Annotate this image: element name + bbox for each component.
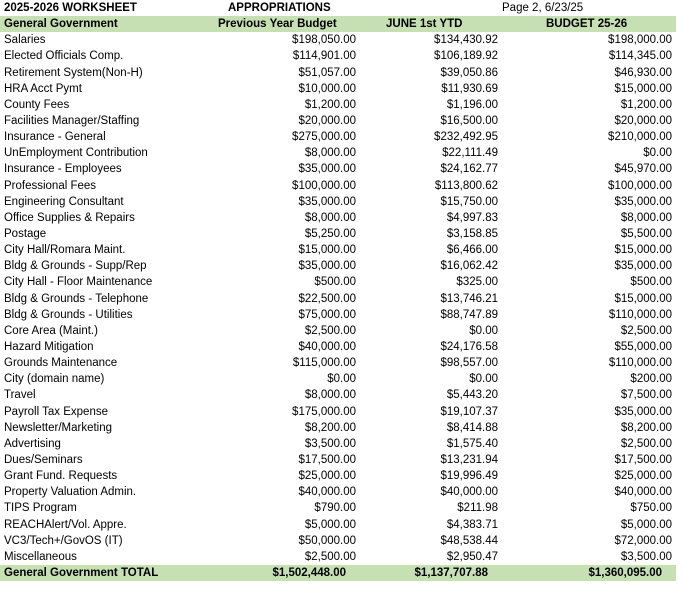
row-budget: $2,500.00 xyxy=(620,324,672,337)
total-prev: $1,502,448.00 xyxy=(272,566,346,579)
table-row xyxy=(0,452,686,468)
row-ytd: $113,800.62 xyxy=(434,179,498,192)
row-ytd: $0.00 xyxy=(469,324,498,337)
row-prev: $500.00 xyxy=(314,276,356,289)
row-budget: $35,000.00 xyxy=(614,260,672,273)
row-prev: $10,000.00 xyxy=(298,82,356,95)
row-label: VC3/Tech+/GovOS (IT) xyxy=(4,534,123,547)
row-prev: $35,000.00 xyxy=(298,163,356,176)
table-row xyxy=(0,500,686,516)
row-ytd: $98,557.00 xyxy=(440,357,498,370)
table-row xyxy=(0,97,686,113)
row-budget: $8,200.00 xyxy=(620,421,672,434)
row-prev: $20,000.00 xyxy=(298,114,356,127)
row-ytd: $232,492.95 xyxy=(434,131,498,144)
row-label: Bldg & Grounds - Telephone xyxy=(4,292,149,305)
row-label: Bldg & Grounds - Utilities xyxy=(4,308,133,321)
row-ytd: $106,189.92 xyxy=(434,50,498,63)
column-header-prev: Previous Year Budget xyxy=(218,18,337,31)
row-label: Bldg & Grounds - Supp/Rep xyxy=(4,260,147,273)
row-label: Engineering Consultant xyxy=(4,195,124,208)
row-prev: $5,000.00 xyxy=(304,518,356,531)
table-row xyxy=(0,387,686,403)
row-prev: $40,000.00 xyxy=(298,340,356,353)
row-prev: $35,000.00 xyxy=(298,260,356,273)
row-prev: $2,500.00 xyxy=(304,324,356,337)
row-prev: $35,000.00 xyxy=(298,195,356,208)
row-budget: $35,000.00 xyxy=(614,195,672,208)
row-label: Insurance - General xyxy=(4,131,106,144)
row-ytd: $4,383.71 xyxy=(446,518,498,531)
row-ytd: $1,196.00 xyxy=(446,98,498,111)
row-ytd: $13,746.21 xyxy=(440,292,498,305)
row-budget: $110,000.00 xyxy=(608,357,672,370)
table-row xyxy=(0,161,686,177)
row-label: Salaries xyxy=(4,34,46,47)
row-prev: $25,000.00 xyxy=(298,470,356,483)
table-row xyxy=(0,355,686,371)
row-label: Professional Fees xyxy=(4,179,97,192)
row-label: Facilities Manager/Staffing xyxy=(4,114,140,127)
row-ytd: $11,930.69 xyxy=(441,82,498,95)
column-header-ytd: JUNE 1st YTD xyxy=(386,18,463,31)
row-label: UnEmployment Contribution xyxy=(4,147,148,160)
row-budget: $500.00 xyxy=(630,276,672,289)
row-budget: $15,000.00 xyxy=(614,244,672,257)
row-ytd: $48,538.44 xyxy=(440,534,498,547)
row-ytd: $16,062.42 xyxy=(440,260,498,273)
row-ytd: $24,176.58 xyxy=(440,340,498,353)
row-label: Miscellaneous xyxy=(4,550,77,563)
total-row xyxy=(0,565,676,581)
row-budget: $8,000.00 xyxy=(620,211,672,224)
row-prev: $2,500.00 xyxy=(304,550,356,563)
row-ytd: $8,414.88 xyxy=(446,421,498,434)
row-label: Property Valuation Admin. xyxy=(4,486,137,499)
table-row xyxy=(0,291,686,307)
row-budget: $100,000.00 xyxy=(608,179,672,192)
row-budget: $15,000.00 xyxy=(614,292,672,305)
row-prev: $198,050.00 xyxy=(292,34,356,47)
row-budget: $7,500.00 xyxy=(620,389,672,402)
row-budget: $210,000.00 xyxy=(608,131,672,144)
row-label: Insurance - Employees xyxy=(4,163,122,176)
table-row xyxy=(0,517,686,533)
row-prev: $5,250.00 xyxy=(304,227,356,240)
table-row xyxy=(0,145,686,161)
row-prev: $1,200.00 xyxy=(304,98,356,111)
row-label: City Hall - Floor Maintenance xyxy=(4,276,153,289)
row-budget: $40,000.00 xyxy=(614,486,672,499)
table-row xyxy=(0,436,686,452)
row-prev: $100,000.00 xyxy=(292,179,356,192)
row-ytd: $19,107.37 xyxy=(440,405,498,418)
row-ytd: $19,996.49 xyxy=(440,470,498,483)
column-header-row xyxy=(0,16,676,32)
table-row xyxy=(0,484,686,500)
row-prev: $790.00 xyxy=(314,502,356,515)
row-prev: $3,500.00 xyxy=(304,437,356,450)
total-budget: $1,360,095.00 xyxy=(588,566,662,579)
row-label: Core Area (Maint.) xyxy=(4,324,98,337)
row-ytd: $3,158.85 xyxy=(446,227,498,240)
table-row xyxy=(0,113,686,129)
row-ytd: $15,750.00 xyxy=(440,195,498,208)
row-ytd: $325.00 xyxy=(456,276,498,289)
row-budget: $25,000.00 xyxy=(614,470,672,483)
row-label: County Fees xyxy=(4,98,70,111)
row-label: TIPS Program xyxy=(4,502,77,515)
line-items xyxy=(0,32,686,565)
table-row xyxy=(0,226,686,242)
row-budget: $2,500.00 xyxy=(620,437,672,450)
row-label: Hazard Mitigation xyxy=(4,340,94,353)
row-label: Postage xyxy=(4,227,47,240)
row-ytd: $1,575.40 xyxy=(446,437,498,450)
table-row xyxy=(0,178,686,194)
row-label: Payroll Tax Expense xyxy=(4,405,108,418)
row-budget: $750.00 xyxy=(630,502,672,515)
table-row xyxy=(0,420,686,436)
table-row xyxy=(0,533,686,549)
row-ytd: $6,466.00 xyxy=(446,244,498,257)
row-budget: $0.00 xyxy=(643,147,672,160)
row-label: REACHAlert/Vol. Appre. xyxy=(4,518,127,531)
row-label: Retirement System(Non-H) xyxy=(4,66,143,79)
table-row xyxy=(0,65,686,81)
row-budget: $35,000.00 xyxy=(614,405,672,418)
row-label: HRA Acct Pymt xyxy=(4,82,82,95)
table-row xyxy=(0,549,686,565)
row-prev: $8,200.00 xyxy=(304,421,356,434)
row-budget: $114,345.00 xyxy=(608,50,672,63)
row-prev: $17,500.00 xyxy=(298,453,356,466)
row-ytd: $5,443.20 xyxy=(446,389,498,402)
row-ytd: $16,500.00 xyxy=(440,114,498,127)
row-budget: $15,000.00 xyxy=(614,82,672,95)
row-prev: $22,500.00 xyxy=(298,292,356,305)
table-row xyxy=(0,242,686,258)
table-row xyxy=(0,468,686,484)
row-budget: $110,000.00 xyxy=(608,308,672,321)
row-prev: $8,000.00 xyxy=(304,147,356,160)
appropriations-title: APPROPRIATIONS xyxy=(228,2,331,14)
row-label: Newsletter/Marketing xyxy=(4,421,113,434)
table-row xyxy=(0,129,686,145)
row-label: Travel xyxy=(4,389,36,402)
table-row xyxy=(0,194,686,210)
row-budget: $20,000.00 xyxy=(614,114,672,127)
row-prev: $114,901.00 xyxy=(292,50,356,63)
table-row xyxy=(0,210,686,226)
row-prev: $51,057.00 xyxy=(298,66,356,79)
table-row xyxy=(0,339,686,355)
row-prev: $75,000.00 xyxy=(298,308,356,321)
table-row xyxy=(0,323,686,339)
table-row xyxy=(0,307,686,323)
row-label: City Hall/Romara Maint. xyxy=(4,244,126,257)
table-row xyxy=(0,404,686,420)
column-header-budget: BUDGET 25-26 xyxy=(546,18,628,31)
row-budget: $17,500.00 xyxy=(614,453,672,466)
row-ytd: $88,747.89 xyxy=(440,308,498,321)
row-ytd: $22,111.49 xyxy=(442,147,498,160)
page-indicator: Page 2, 6/23/25 xyxy=(502,2,584,14)
row-ytd: $2,950.47 xyxy=(446,550,498,563)
row-ytd: $39,050.86 xyxy=(440,66,498,79)
row-label: Dues/Seminars xyxy=(4,453,83,466)
total-label: General Government TOTAL xyxy=(4,566,159,579)
row-prev: $8,000.00 xyxy=(304,211,356,224)
table-row xyxy=(0,274,686,290)
row-prev: $175,000.00 xyxy=(292,405,356,418)
row-budget: $198,000.00 xyxy=(608,34,672,47)
section-title: General Government xyxy=(4,18,118,31)
row-label: Elected Officials Comp. xyxy=(4,50,124,63)
row-budget: $200.00 xyxy=(630,373,672,386)
worksheet-header xyxy=(0,0,686,16)
row-budget: $1,200.00 xyxy=(620,98,672,111)
row-budget: $5,000.00 xyxy=(620,518,672,531)
table-row xyxy=(0,32,686,48)
worksheet-title: 2025-2026 WORKSHEET xyxy=(4,2,137,14)
row-label: Grant Fund. Requests xyxy=(4,470,118,483)
row-prev: $50,000.00 xyxy=(298,534,356,547)
table-row xyxy=(0,371,686,387)
table-row xyxy=(0,258,686,274)
row-budget: $55,000.00 xyxy=(614,340,672,353)
row-prev: $275,000.00 xyxy=(292,131,356,144)
row-budget: $3,500.00 xyxy=(620,550,672,563)
row-ytd: $4,997.83 xyxy=(446,211,498,224)
row-budget: $72,000.00 xyxy=(614,534,672,547)
row-prev: $115,000.00 xyxy=(292,357,356,370)
row-label: Office Supplies & Repairs xyxy=(4,211,135,224)
row-budget: $46,930.00 xyxy=(614,66,672,79)
row-prev: $0.00 xyxy=(327,373,356,386)
row-budget: $45,970.00 xyxy=(614,163,672,176)
row-label: Grounds Maintenance xyxy=(4,357,118,370)
table-row xyxy=(0,48,686,64)
row-ytd: $134,430.92 xyxy=(434,34,498,47)
row-label: City (domain name) xyxy=(4,373,105,386)
total-ytd: $1,137,707.88 xyxy=(414,566,488,579)
row-prev: $15,000.00 xyxy=(298,244,356,257)
row-ytd: $211.98 xyxy=(457,502,498,515)
table-row xyxy=(0,81,686,97)
row-budget: $5,500.00 xyxy=(620,227,672,240)
row-prev: $40,000.00 xyxy=(298,486,356,499)
row-ytd: $13,231.94 xyxy=(440,453,498,466)
row-prev: $8,000.00 xyxy=(304,389,356,402)
row-ytd: $0.00 xyxy=(469,373,498,386)
row-ytd: $40,000.00 xyxy=(440,486,498,499)
row-ytd: $24,162.77 xyxy=(440,163,498,176)
row-label: Advertising xyxy=(4,437,61,450)
